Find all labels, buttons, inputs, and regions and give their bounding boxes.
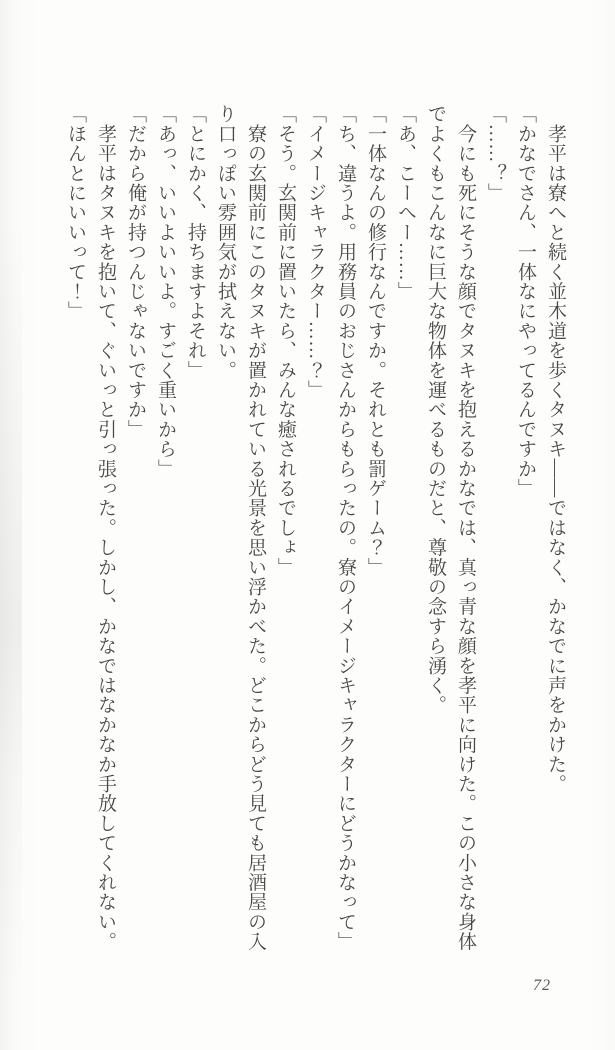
paragraph: 「とにかく、持ちますよそれ」 [185,104,206,380]
paragraph: 「そう。玄関前に置いたら、みんな癒されるでしょ」 [275,104,296,577]
paragraph: 「ほんとにいいって！」 [65,104,86,321]
paragraph: 「……？」 [485,104,506,203]
paragraph: 「あっ、いいよいいよ。すごく重いから」 [155,104,176,479]
paragraph: 「だから俺が持つんじゃないですか」 [125,104,146,439]
body-text [60,104,570,956]
paragraph: 「一体なんの修行なんですか。それとも罰ゲーム？」 [365,104,386,577]
paragraph: 「イメージキャラクター……？」 [305,104,326,400]
paragraph: 「あ、こーへー……」 [395,104,416,301]
paragraph: 孝平は寮へと続く並木道を歩くタヌキ――ではなく、かなでに声をかけた。 [545,104,566,794]
paragraph: 「ち、違うよ。用務員のおじさんからもらったの。寮のイメージキャラクターにどうかなって」 [335,104,356,952]
paragraph: 今にも死にそうな顔でタヌキを抱えるかなでは、真っ青な顔を孝平に向けた。この小さな身体でよくもこんなに巨大な物体を運べるものだと、尊敬の念すら湧く。 [425,104,476,952]
page-number: 72 [533,977,551,994]
paragraph: 寮の玄関前にこのタヌキが置かれている光景を思い浮かべた。どこからどう見ても居酒屋の入り口っぽい雰囲気が拭えない。 [215,104,266,952]
paragraph: 孝平はタヌキを抱いて、ぐいっと引っ張った。しかし、かなではなかなか手放してくれない。 [95,104,116,952]
paragraph: 「かなでさん、一体なにやってるんですか」 [515,104,536,498]
